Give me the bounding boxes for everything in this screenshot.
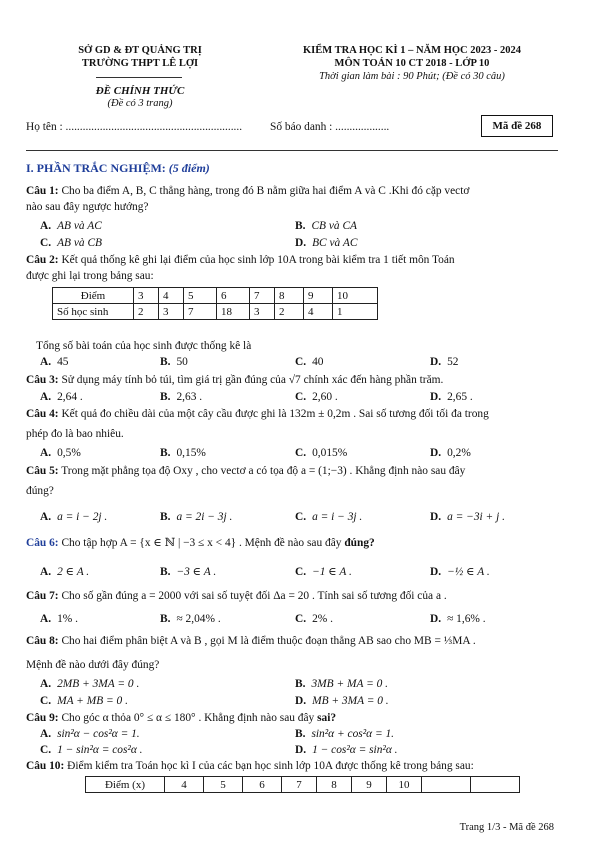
q3-option-c[interactable]: C. 2,60 . — [295, 391, 338, 403]
page-footer: Trang 1/3 - Mã đề 268 — [459, 822, 554, 833]
question-5: Câu 5: Trong mặt phẳng tọa độ Oxy , cho vectơ a có tọa độ a = (1;−3) . Khẳng định nào sau đây — [26, 465, 466, 477]
question-8: Câu 8: Cho hai điểm phân biệt A và B , gọi M là điểm thuộc đoạn thẳng AB sao cho MB = ⅓MA . — [26, 635, 476, 647]
q2-option-a[interactable]: A. 45 — [40, 356, 69, 368]
q5-option-b[interactable]: B. a = 2i − 3j . — [160, 511, 233, 523]
q6-option-a[interactable]: A. 2 ∈ A . — [40, 566, 90, 578]
q4-option-b[interactable]: B. 0,15% — [160, 447, 206, 459]
q1-text: Cho ba điểm A, B, C thẳng hàng, trong đó B nằm giữa hai điểm A và C .Khi đó cặp vectơ — [61, 185, 470, 197]
question-2 — [26, 253, 566, 268]
q2-after-text: Tổng số bài toán của học sinh được thống kê là — [36, 340, 252, 352]
q7-option-b[interactable]: B. ≈ 2,04% . — [160, 613, 221, 625]
header-bottom-rule — [26, 150, 558, 151]
page-count: (Đề có 3 trang) — [107, 98, 173, 109]
exam-code-box: Mã đề 268 — [481, 115, 553, 137]
q5-option-d[interactable]: D. a = −3i + j . — [430, 511, 505, 523]
q4-option-d[interactable]: D. 0,2% — [430, 447, 471, 459]
section-points: (5 điểm) — [168, 161, 210, 175]
exam-title: KIỂM TRA HỌC KÌ 1 – NĂM HỌC 2023 - 2024 — [303, 45, 521, 56]
exam-time: Thời gian làm bài : 90 Phút; (Đề có 30 câu) — [319, 71, 505, 82]
q7-option-c[interactable]: C. 2% . — [295, 613, 333, 625]
q2-text-cont: được ghi lại trong bảng sau: — [26, 270, 154, 282]
sbd-field: Số báo danh : ................... — [270, 121, 390, 133]
q8-option-c[interactable]: C. MA + MB = 0 . — [40, 695, 128, 707]
q9-option-b[interactable]: B. sin²α + cos²α = 1. — [295, 728, 395, 740]
dept-name: SỞ GD & ĐT QUẢNG TRỊ — [78, 45, 202, 56]
q5-option-c[interactable]: C. a = i − 3j . — [295, 511, 363, 523]
q1-label: Câu 1: — [26, 185, 59, 197]
q7-option-a[interactable]: A. 1% . — [40, 613, 78, 625]
q5-option-a[interactable]: A. a = i − 2j . — [40, 511, 108, 523]
q8-option-b[interactable]: B. 3MB + MA = 0 . — [295, 678, 388, 690]
q2-option-d[interactable]: D. 52 — [430, 356, 459, 368]
q9-option-a[interactable]: A. sin²α − cos²α = 1. — [40, 728, 140, 740]
q2-text: Kết quả thống kê ghi lại điểm của học sinh lớp 10A trong bài kiểm tra 1 tiết môn Toán — [61, 254, 455, 266]
exam-subject: MÔN TOÁN 10 CT 2018 - LỚP 10 — [334, 58, 490, 69]
q1-option-b[interactable]: B. CB và CA — [295, 220, 358, 232]
q1-text-cont: nào sau đây ngược hướng? — [26, 201, 149, 213]
question-3: Câu 3: Sử dụng máy tính bỏ túi, tìm giá trị gần đúng của √7 chính xác đến hàng phần trăm. — [26, 374, 444, 386]
name-field: Họ tên : .............................................................. — [26, 121, 243, 133]
q1-option-c[interactable]: C. AB và CB — [40, 237, 102, 249]
question-9: Câu 9: Cho góc α thỏa 0° ≤ α ≤ 180° . Khẳng định nào sau đây sai? — [26, 712, 337, 724]
q8-text-cont: Mệnh đề nào dưới đây đúng? — [26, 659, 160, 671]
header-right — [262, 44, 562, 83]
table-row: Số học sinh 2 3 7 18 3 2 4 1 — [53, 304, 378, 320]
header-divider — [96, 77, 182, 78]
table-row: Điểm 3 4 5 6 7 8 9 10 — [53, 288, 378, 304]
table-row: Điểm (x) 4 5 6 7 8 9 10 — [86, 777, 520, 793]
section-title — [26, 161, 210, 176]
q6-option-b[interactable]: B. −3 ∈ A . — [160, 566, 217, 578]
q1-option-d[interactable]: D. BC và AC — [295, 237, 358, 249]
q3-option-d[interactable]: D. 2,65 . — [430, 391, 473, 403]
q4-text-cont: phép đo là bao nhiêu. — [26, 428, 124, 440]
q3-option-b[interactable]: B. 2,63 . — [160, 391, 203, 403]
question-10: Câu 10: Điểm kiểm tra Toán học kì I của các bạn học sinh lớp 10A được thống kê trong bảng sau: — [26, 760, 474, 772]
q2-option-c[interactable]: C. 40 — [295, 356, 324, 368]
question-4: Câu 4: Kết quả đo chiều dài của một cây cầu được ghi là 132m ± 0,2m . Sai số tương đối tối đa trong — [26, 408, 489, 420]
section-title-text: I. PHẦN TRẮC NGHIỆM: — [26, 161, 166, 175]
q3-option-a[interactable]: A. 2,64 . — [40, 391, 83, 403]
q4-option-c[interactable]: C. 0,015% — [295, 447, 348, 459]
question-6: Câu 6: Cho tập hợp A = {x ∈ ℕ | −3 ≤ x < 4} . Mệnh đề nào sau đây đúng? — [26, 537, 375, 549]
question-1 — [26, 184, 566, 199]
q4-option-a[interactable]: A. 0,5% — [40, 447, 81, 459]
q1-option-a[interactable]: A. AB và AC — [40, 220, 102, 232]
q2-score-table — [52, 287, 378, 320]
question-7: Câu 7: Cho số gần đúng a = 2000 với sai số tuyệt đối Δa = 20 . Tính sai số tương đối của a . — [26, 590, 447, 602]
school-name: TRƯỜNG THPT LÊ LỢI — [81, 58, 199, 69]
q10-score-table — [85, 776, 520, 793]
q5-text-cont: đúng? — [26, 485, 54, 497]
q6-option-d[interactable]: D. −½ ∈ A . — [430, 566, 490, 578]
q9-option-c[interactable]: C. 1 − sin²α = cos²α . — [40, 744, 143, 756]
q2-label: Câu 2: — [26, 254, 59, 266]
q7-option-d[interactable]: D. ≈ 1,6% . — [430, 613, 486, 625]
q8-option-d[interactable]: D. MB + 3MA = 0 . — [295, 695, 389, 707]
official-label: ĐỀ CHÍNH THỨC — [95, 85, 185, 97]
q6-option-c[interactable]: C. −1 ∈ A . — [295, 566, 352, 578]
header-left — [40, 44, 240, 70]
q8-option-a[interactable]: A. 2MB + 3MA = 0 . — [40, 678, 140, 690]
q9-option-d[interactable]: D. 1 − cos²α = sin²α . — [295, 744, 398, 756]
q2-option-b[interactable]: B. 50 — [160, 356, 188, 368]
